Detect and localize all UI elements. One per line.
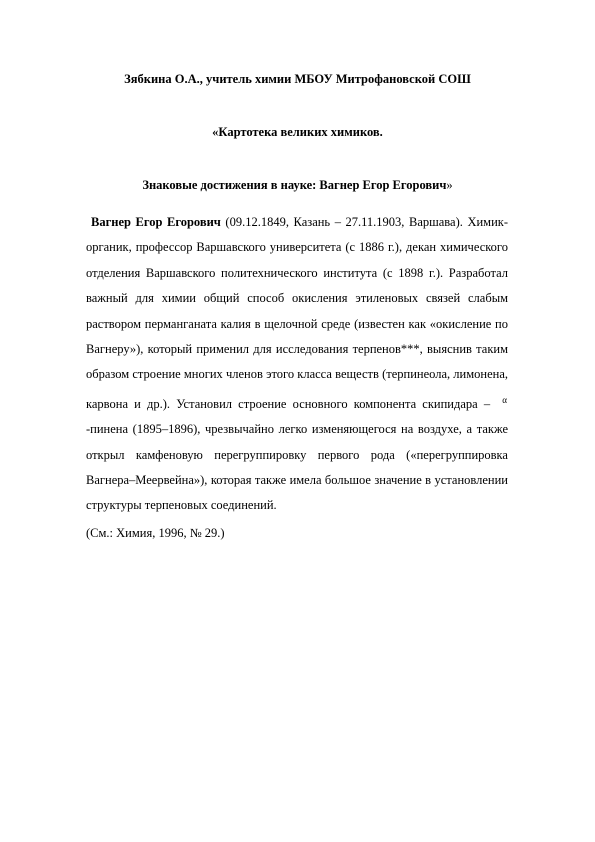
document-subtitle — [0, 178, 595, 193]
article-paragraph — [86, 210, 508, 519]
author-line: Зябкина О.А., учитель химии МБОУ Митрофановской СОШ — [124, 72, 471, 86]
chemist-name: Вагнер Егор Егорович — [91, 215, 221, 229]
document-title: «Картотека великих химиков. — [212, 125, 383, 139]
source-reference: (См.: Химия, 1996, № 29.) — [86, 526, 225, 540]
article-text-part2: -пинена (1895–1896), чрезвычайно легко изменяющегося на воздухе, а также открыл камфеновую перегруппировку первого рода («перегруппировка Вагнера–Меервейна»), которая также имела большое значение в установлении структуры терпеновых соединений. — [86, 422, 508, 513]
subtitle-text: Знаковые достижения в науке: Вагнер Егор Егорович — [142, 178, 447, 192]
subtitle-closing-quote: » — [446, 178, 453, 192]
alpha-symbol: α — [502, 394, 507, 405]
article-text-part1: (09.12.1849, Казань – 27.11.1903, Варшава). Химик-органик, профессор Варшавского университета (с 1886 г.), декан химического отделения Варшавского политехнического института (с 1898 г.). Разработал важный для химии общий способ окисления этиленовых связей слабым раствором перманганата калия в щелочной среде (известен как «окисление по Вагнеру»), который применил для исследования терпенов***, выяснив таким образом строение многих членов этого класса веществ (терпинеола, лимонена, карвона и др.). Установил строение основного компонента скипидара – — [86, 215, 508, 411]
